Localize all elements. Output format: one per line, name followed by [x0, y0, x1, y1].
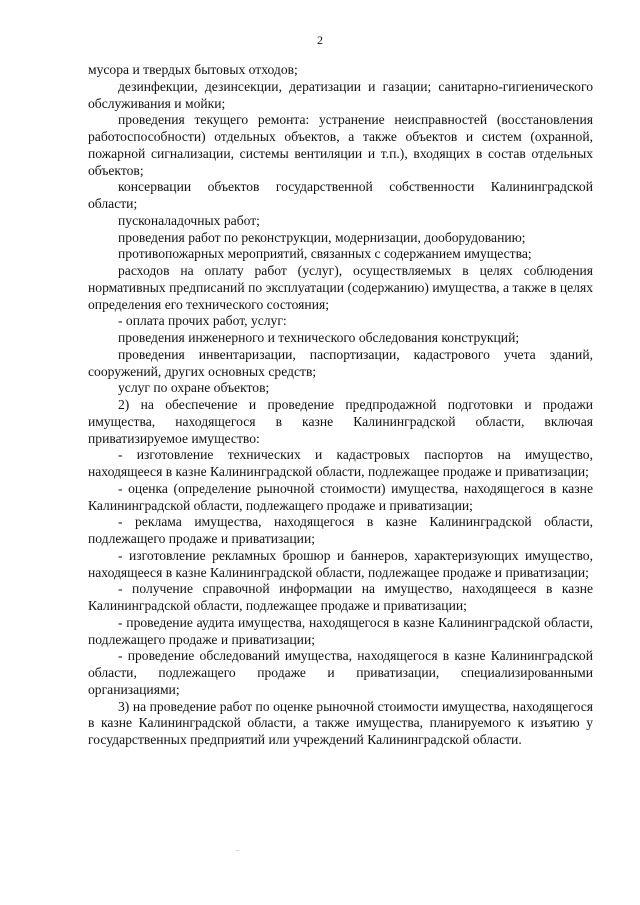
paragraph-market-valuation: 3) на проведение работ по оценке рыночной стоимости имущества, находящегося в казне Калининградской области, а также имущества, планируемого к изъятию у государственных предприятий или учреждений Калининградской области.: [88, 698, 593, 747]
paragraph-conservation: консервации объектов государственной собственности Калининградской области;: [88, 179, 593, 211]
paragraph-commissioning: пусконаладочных работ;: [118, 212, 260, 228]
list-item-brochures: - изготовление рекламных брошюр и баннеров, характеризующих имущество, находящееся в казне Калининградской области, подлежащее продаже и приватизации;: [88, 547, 593, 580]
paragraph-waste-removal: мусора и твердых бытовых отходов;: [88, 62, 298, 77]
list-item-passports: - изготовление технических и кадастровых паспортов на имущество, находящееся в казне Калининградской области, подлежащее продаже и приватизации;: [88, 447, 593, 479]
list-item-advertising: - реклама имущества, находящегося в казне Калининградской области, подлежащего продаже и приватизации;: [88, 514, 593, 546]
paragraph-current-repair: проведения текущего ремонта: устранение неисправностей (восстановления работоспособности) отдельных объектов, а также объектов и систем (охранной, пожарной сигнализации, системы вентиляции и т.п.), входящих в состав отдельных объектов;: [88, 112, 593, 178]
list-item-reference-info: - получение справочной информации на имущество, находящееся в казне Калининградской области, подлежащее продаже и приватизации;: [88, 581, 593, 613]
paragraph-fire-safety: противопожарных мероприятий, связанных с содержанием имущества;: [118, 246, 532, 262]
document-body: [88, 62, 593, 749]
paragraph-security-services: услуг по охране объектов;: [118, 380, 270, 396]
paragraph-presale-preparation: 2) на обеспечение и проведение предпродажной подготовки и продажи имущества, находящегося в казне Калининградской области, включая приватизируемое имущество:: [88, 397, 593, 446]
list-item-audit: - проведение аудита имущества, находящегося в казне Калининградской области, подлежащего продаже и приватизации;: [88, 614, 593, 647]
paragraph-regulatory-costs: расходов на оплату работ (услуг), осуществляемых в целях соблюдения нормативных предписаний по эксплуатации (содержанию) имущества, а также в целях определения его технического состояния;: [88, 263, 593, 312]
list-item-valuation: - оценка (определение рыночной стоимости) имущества, находящегося в казне Калининградской области, подлежащего продаже и приватизации;: [88, 480, 593, 513]
paragraph-other-works: - оплата прочих работ, услуг:: [118, 313, 287, 329]
scan-artifact-mark: [236, 850, 239, 851]
paragraph-inventory: проведения инвентаризации, паспортизации, кадастрового учета зданий, сооружений, других основных средств;: [88, 346, 593, 379]
page-number: 2: [317, 33, 323, 47]
list-item-inspections: - проведение обследований имущества, находящегося в казне Калининградской области, подлежащего продаже и приватизации, специализированными организациями;: [88, 648, 593, 697]
paragraph-disinfection: дезинфекции, дезинсекции, дератизации и газации; санитарно-гигиенического обслуживания и мойки;: [88, 78, 593, 111]
paragraph-engineering-survey: проведения инженерного и технического обследования конструкций;: [118, 330, 520, 345]
paragraph-reconstruction: проведения работ по реконструкции, модернизации, дооборудованию;: [118, 229, 526, 245]
